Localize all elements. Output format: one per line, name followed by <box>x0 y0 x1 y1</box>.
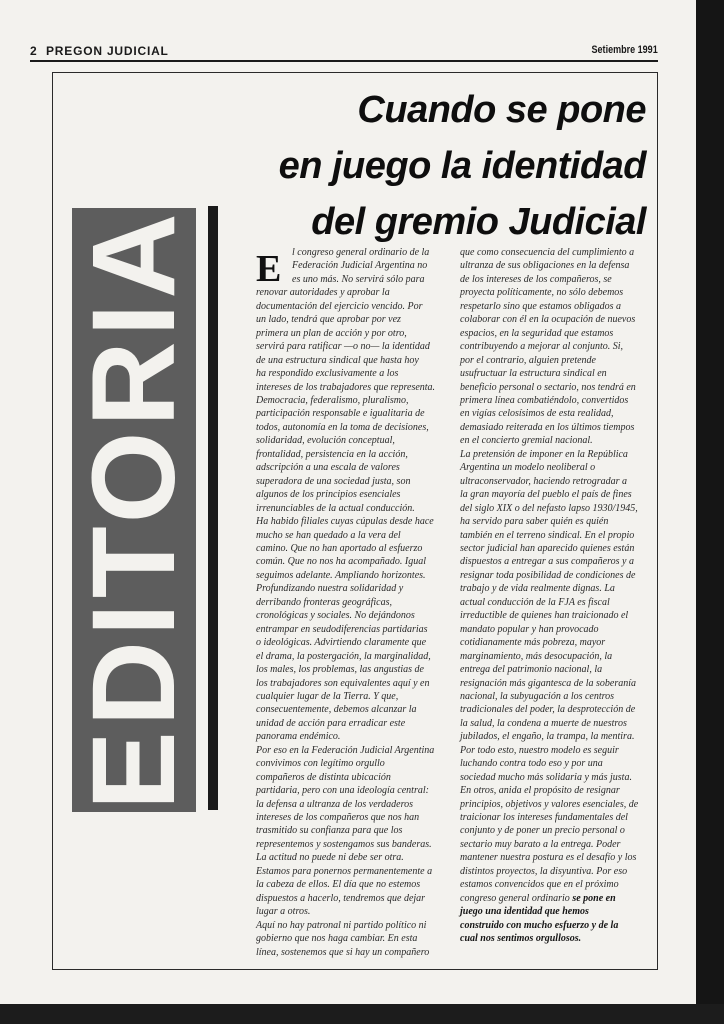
article-line: respetarlo sino que estamos obligados a <box>460 300 622 312</box>
article-line: lugar a otros. <box>256 906 311 918</box>
article-line: en vigías celosísimos de esta realidad, <box>460 408 614 420</box>
article-line: dispuestos a hacerlo, tendremos que dejar <box>256 892 426 904</box>
article-line: los males, los problemas, las angustias de <box>256 664 424 676</box>
article-line: que como consecuencia del cumplimiento a <box>460 247 635 258</box>
article-line: servirá para ratificar —o no— la identidad <box>256 341 430 353</box>
article-line: línea, sostenemos que si hay un compañero <box>256 946 430 958</box>
article-line: beneficio personal o sectario, nos tendrá en <box>460 381 636 393</box>
article-line: Por todo esto, nuestro modelo es seguir <box>460 744 619 756</box>
article-line: mantener nuestra postura es el desafío y los <box>460 852 637 864</box>
article-line: Argentina un modelo neoliberal o <box>460 462 596 474</box>
article-line: la salud, la condena a muerte de nuestros <box>460 717 627 729</box>
article-line: luchando contra todo eso y por una <box>460 758 603 770</box>
page-number: 2 <box>30 44 38 58</box>
article-line: la defensa a ultranza de los verdaderos <box>256 798 414 810</box>
article-line: En otros, anida el propósito de resignar <box>460 785 620 797</box>
article-line: sector judicial han aparecido quienes están <box>460 542 635 554</box>
article-line: Estamos para ponernos permanentemente a <box>256 865 433 877</box>
article-line: ha respondido exclusivamente a los <box>256 368 399 380</box>
article-line: entrega del patrimonio nacional, la <box>460 664 603 676</box>
article-line: gobierno que nos haga cambiar. En esta <box>256 933 418 945</box>
article-line: en el concierto gremial nacional. <box>460 435 593 447</box>
article-line: contribuyendo a mejorar al conjunto. Si, <box>460 341 624 353</box>
article-line: sociedad mucho más solidaria y más justa. <box>460 771 632 783</box>
article-line: los trabajadores son equivalentes aquí y en <box>256 677 430 689</box>
article-line: o ideológicas. Advirtiendo claramente que <box>256 637 427 649</box>
sidebar-rule <box>208 206 218 810</box>
article-line: frontalidad, persistencia en la acción, <box>256 448 408 460</box>
article-line: marginamiento, más desocupación, la <box>460 650 613 662</box>
section-label: EDITORIAL <box>68 131 200 810</box>
article-line: camino. Que no han aportado al esfuerzo <box>256 542 423 554</box>
article-line: dispuestos a entregar a sus compañeros y a <box>460 556 634 568</box>
article-line: resignar toda posibilidad de condiciones de <box>460 569 636 581</box>
article-line: distintos proyectos, la disyuntiva. Por eso <box>460 865 628 877</box>
article-line: unidad de acción para erradicar este <box>256 717 406 729</box>
article-line: convivimos con legítimo orgullo <box>256 758 385 770</box>
article-line: Federación Judicial Argentina no <box>292 260 428 272</box>
article-line: Ha habido filiales cuyas cúpulas desde hace <box>256 516 434 528</box>
article-line: el drama, la postergación, la marginalidad, <box>256 650 431 662</box>
article-line: del siglo XIX o del nefasto lapso 1930/1945, <box>460 502 638 514</box>
article-line: traicionar los intereses fundamentales del <box>460 812 628 824</box>
article-line: derribando fronteras geográficas, <box>256 596 393 608</box>
article-line: la gran mayoría del pueblo el país de fines <box>460 489 632 501</box>
article-line: entrampar en seudodiferencias partidarias <box>256 623 428 635</box>
article-line: resignación más gigantesca de la soberanía <box>460 677 637 689</box>
article-line: Por eso en la Federación Judicial Argentina <box>256 744 435 756</box>
article-line: proyecta políticamente, no sólo debemos <box>460 287 624 299</box>
emphasis-text: juego una identidad que hemos <box>460 906 589 918</box>
scan-bottom-edge <box>0 1004 724 1024</box>
article-line: estamos convencidos que en el próximo <box>460 879 619 891</box>
article-line: por el contrario, alguien pretende <box>460 354 596 366</box>
article-line: adscripción a una escala de valores <box>256 462 400 474</box>
article-line: también en el terreno sindical. En el propio <box>460 529 635 541</box>
article-column-2 <box>460 246 670 946</box>
article-line: primera línea combatiéndolo, convertidos <box>460 394 629 406</box>
drop-cap: E <box>256 248 282 290</box>
article-line: ultranza de sus obligaciones en la defensa <box>460 260 630 272</box>
issue-date: Setiembre 1991 <box>591 44 658 56</box>
article-text: congreso general ordinario <box>460 892 573 904</box>
article-line: nacional, la subyugación a los centros <box>460 690 615 702</box>
article-line: espacios, en la seguridad que estamos <box>460 327 614 339</box>
article-line: trasmitido su confianza para que los <box>256 825 403 837</box>
headline-line-1: Cuando se pone <box>357 89 646 131</box>
article-line: común. Que no nos ha acompañado. Igual <box>256 556 426 568</box>
article-line: sectario muy barato a la entrega. Poder <box>460 838 621 850</box>
article-line: Democracia, federalismo, pluralismo, <box>256 394 409 406</box>
article-line: superadora de una sociedad justa, son <box>256 475 411 487</box>
article-line: todos, autonomía en la toma de decisiones, <box>256 421 429 433</box>
article-line: de una estructura sindical que hasta hoy <box>256 354 419 366</box>
headline <box>226 82 646 250</box>
headline-line-2: en juego la identidad <box>278 145 646 187</box>
article-line: documentación del ejercicio vencido. Por <box>256 300 423 312</box>
article-line: algunos de los principios esenciales <box>256 489 401 501</box>
article-line <box>460 892 670 905</box>
article-line: un lado, tendrá que aprobar por vez <box>256 314 401 326</box>
article-line: tradicionales del poder, la desprotección de <box>460 704 636 716</box>
article-line: la cabeza de ellos. El día que no estemos <box>256 879 421 891</box>
article-line: colaborar con él en la ocupación de nuevos <box>460 314 636 326</box>
emphasis-text: cual nos sentimos orgullosos. <box>460 933 582 945</box>
article-line: consecuentemente, debemos alcanzar la <box>256 704 417 716</box>
emphasis-text: construido con mucho esfuerzo y de la <box>460 919 619 931</box>
article-line: mucho se han quedado a la vera del <box>256 529 401 541</box>
article-line: conjunto y de poner un precio personal o <box>460 825 625 837</box>
article-line: representemos y sostengamos sus banderas. <box>256 838 432 850</box>
article-line: usufructuar la estructura sindical en <box>460 368 607 380</box>
article-line: cualquier lugar de la Tierra. Y que, <box>256 690 399 702</box>
header-rule <box>30 60 658 62</box>
article-line: Profundizando nuestra solidaridad y <box>256 583 404 595</box>
article-line: jubilados, el engaño, la trampa, la mentira. <box>460 731 635 743</box>
article-line: principios, objetivos y valores esenciales, de <box>460 798 639 810</box>
article-line: compañeros de distinta ubicación <box>256 771 391 783</box>
article-line: ha servido para saber quién es quién <box>460 516 609 528</box>
article-line: solidaridad, evolución conceptual, <box>256 435 395 447</box>
article-line: intereses de los trabajadores que representa. <box>256 381 436 393</box>
article-line: mandato popular y han provocado <box>460 623 599 635</box>
article-line: es uno más. No servirá sólo para <box>292 273 425 285</box>
article-line: de los intereses de los compañeros, se <box>460 273 612 285</box>
article-line: irreductible de quienes han traicionado el <box>460 610 629 622</box>
article-line: primera un plan de acción y por otro, <box>256 327 407 339</box>
article-line: actual conducción de la FJA es fiscal <box>460 596 610 608</box>
article-line: renovar autoridades y aprobar la <box>256 287 390 299</box>
publication-name: PREGON JUDICIAL <box>46 44 169 58</box>
article-line: La pretensión de imponer en la República <box>460 448 628 460</box>
article-line: cronológicas y sociales. No dejándonos <box>256 610 415 622</box>
article-line: ultraconservador, haciendo retrogradar a <box>460 475 628 487</box>
article-column-1 <box>256 246 454 959</box>
article-line: participación responsable e igualitaria de <box>256 408 425 420</box>
article-line: panorama endémico. <box>256 731 341 743</box>
article-line: partidaria, pero con una ideología central: <box>256 785 429 797</box>
article-line: La actitud no puede ni debe ser otra. <box>256 852 404 864</box>
article-line: trabajo y de vida realmente dignas. La <box>460 583 615 595</box>
emphasis-text: se pone en <box>572 892 616 904</box>
article-line: l congreso general ordinario de la <box>292 247 430 258</box>
article-line: Aquí no hay patronal ni partido político ni <box>256 919 427 931</box>
article-line <box>460 905 670 918</box>
article-line: seguimos adelante. Ampliando horizontes. <box>256 569 426 581</box>
article-line <box>460 919 670 932</box>
article-line: demasiado reiterada en los últimos tiempos <box>460 421 635 433</box>
page-edge-shadow <box>696 0 724 1024</box>
headline-line-3: del gremio Judicial <box>311 201 646 243</box>
article-line: cotidianamente más pobreza, mayor <box>460 637 606 649</box>
article-line: irrenunciables de la actual conducción. <box>256 502 415 514</box>
article-line: intereses de los compañeros que nos han <box>256 812 420 824</box>
article-line <box>460 932 670 945</box>
